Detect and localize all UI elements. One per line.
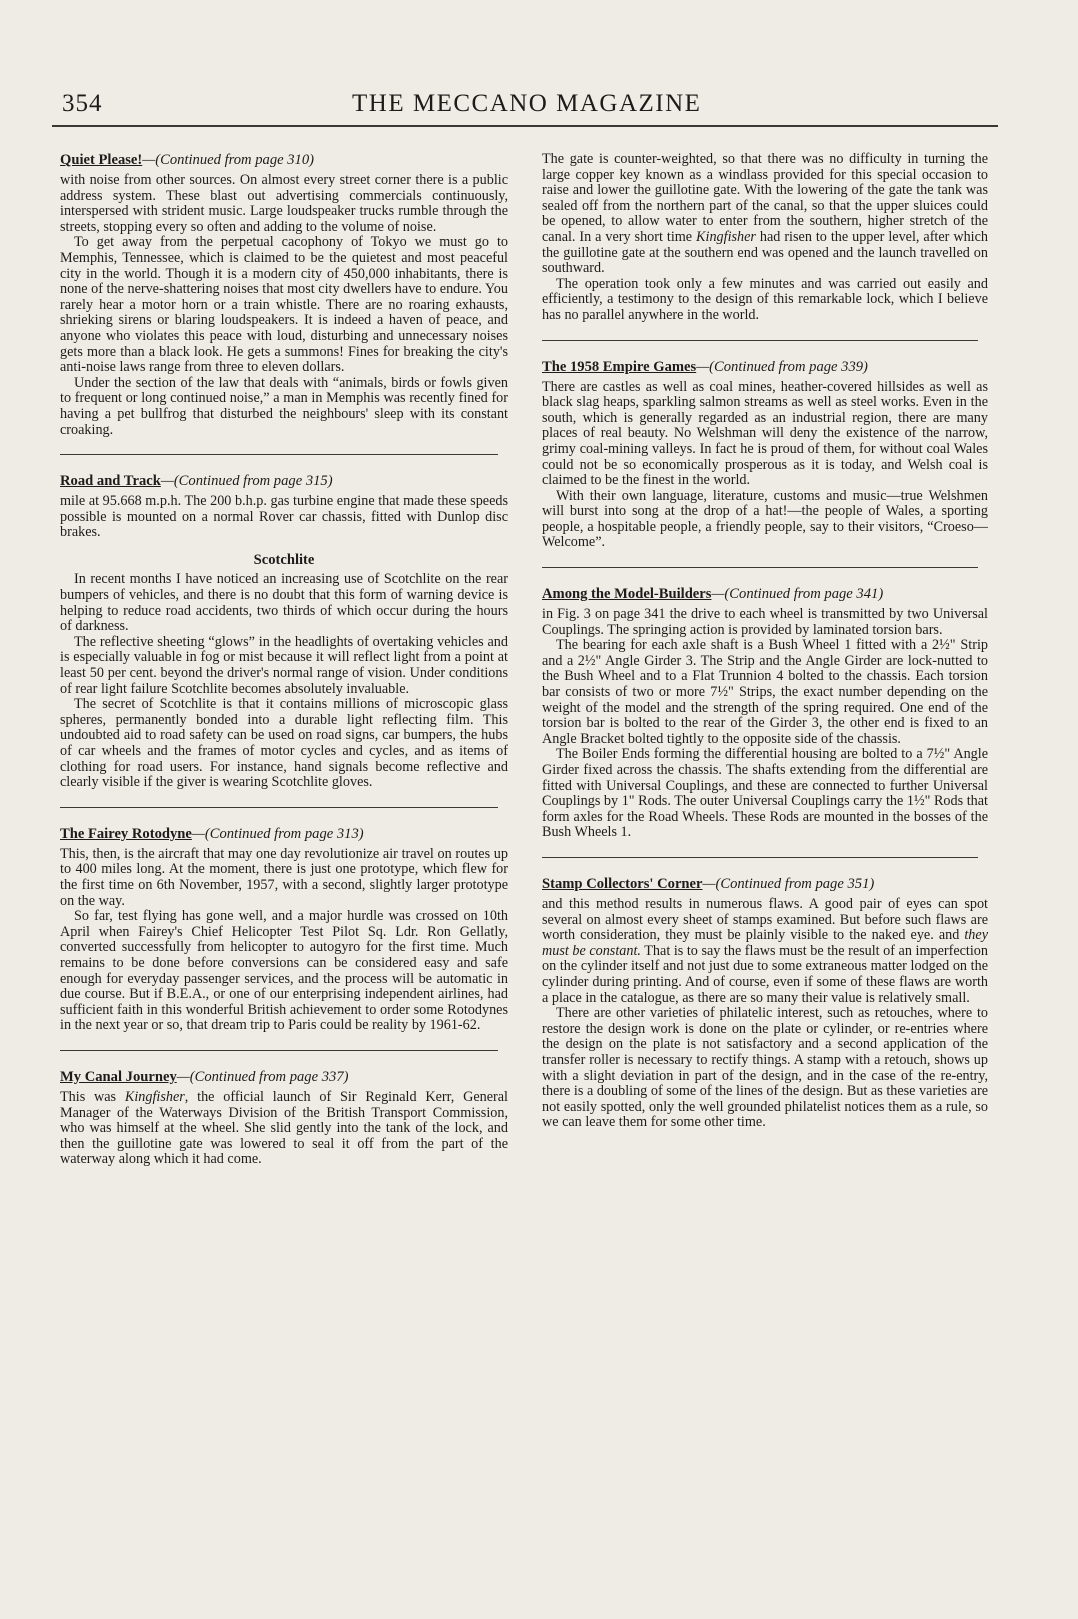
article-heading (60, 1069, 508, 1086)
text-run: This was (60, 1088, 125, 1105)
article-heading (60, 826, 508, 843)
paragraph: The Boiler Ends forming the differential housing are bolted to a 7½" Angle Girder fixed across the chassis. The shafts extending from the differential are fitted with Universal Couplings, and these are connected to further Universal Couplings by 1" Rods. The outer Universal Couplings carry the 1½" Rods that form axles for the Road Wheels. These Rods are mounted in the bosses of the Bush Wheels 1. (542, 746, 988, 841)
article-canal-journey (60, 1069, 508, 1168)
article-title: My Canal Journey (60, 1068, 177, 1085)
page-number: 354 (62, 90, 103, 117)
section-divider (60, 1050, 498, 1051)
paragraph: So far, test flying has gone well, and a major hurdle was crossed on 10th April when Fairey's Chief Helicopter Test Pilot Sq. Ldr. Ron Gellatly, converted successfully from helicopter to autogyro for the first time. Much remains to be done before conversions can be considered easy and safe enough for everyday passenger services, and the process will be automatic in due course. But if B.E.A., or one of our enterprising independent airlines, had sufficient faith in this wonderful British achievement to order some Rotodynes in the next year or so, that dream trip to Paris could be reality by 1961-62. (60, 908, 508, 1034)
paragraph: With their own language, literature, customs and music—true Welshmen will burst into song at the drop of a hat!—the people of Wales, a sporting people, a hospitable people, a friendly people, say to their visitors, “Croeso—Welcome”. (542, 487, 988, 551)
section-divider (542, 857, 978, 858)
article-title: Stamp Collectors' Corner (542, 875, 703, 892)
left-column (60, 152, 508, 1168)
continued-note: —(Continued from page 337) (176, 1068, 349, 1085)
article-title: The Fairey Rotodyne (60, 825, 192, 842)
ship-name: Kingfisher (124, 1088, 185, 1105)
text-run: That is to say the flaws must be the result of an imperfection on the cylinder itself and not just due to some extraneous matter lodged on the cylinder during printing. And of course, even if some of these flaws are worth a place in the catalogue, as there are so many their value is relatively small. (542, 942, 988, 1006)
article-title: Among the Model-Builders (542, 586, 712, 603)
text-run: had risen to the upper level, after which the guillotine gate at the southern end was opened and the launch travelled on southward. (542, 228, 989, 277)
paragraph (60, 1090, 508, 1168)
paragraph (542, 152, 988, 277)
text-run: , the official launch of Sir Reginald Kerr, General Manager of the Waterways Division of the British Transport Commission, who was himself at the wheel. She slid gently into the tank of the lock, and then the guillotine gate was lowered to seal it off from the part of the waterway along which it had come. (60, 1088, 508, 1168)
emphasis-text: they must be constant. (542, 927, 988, 959)
header-rule (52, 125, 998, 127)
paragraph: In recent months I have noticed an increasing use of Scotchlite on the rear bumpers of vehicles, and there is no doubt that this form of warning device is helping to reduce road accidents, two thirds of which occur during the hours of darkness. (60, 571, 508, 635)
continued-note: —(Continued from page 351) (702, 875, 875, 892)
paragraph: The operation took only a few minutes and was carried out easily and efficiently, a testimony to the design of this remarkable lock, which I believe has no parallel anywhere in the world. (542, 275, 988, 323)
article-heading (60, 473, 508, 490)
paragraph: To get away from the perpetual cacophony of Tokyo we must go to Memphis, Tennessee, which is claimed to be the quietest and most peaceful city in the world. Though it is a modern city of 450,000 inhabitants, there is none of the nerve-shattering noises that most city dwellers have to endure. You rarely hear a motor horn or a train whistle. There are no roaring exhausts, shrieking sirens or blaring loudspeakers. It is indeed a haven of peace, and anyone who violates this peace with loud, disturbing and unnecessary noises gets more than a black look. He gets a summons! Fines for breaking the city's anti-noise laws range from three to eleven dollars. (60, 234, 508, 376)
continued-note: —(Continued from page 310) (142, 152, 315, 168)
text-run: and this method results in numerous flaws. A good pair of eyes can spot several on almost every sheet of stamps examined. But before such flaws are worth consideration, they must be plainly visible to the naked eye. and (542, 895, 988, 944)
right-column (542, 152, 988, 1131)
article-title: Road and Track (60, 473, 161, 490)
paragraph: The reflective sheeting “glows” in the headlights of overtaking vehicles and is especially valuable in fog or mist because it will reflect light from a point at least 50 per cent. beyond the driver's normal range of vision. Under conditions of rear light failure Scotchlite becomes absolutely invaluable. (60, 633, 508, 697)
paragraph: There are castles as well as coal mines, heather-covered hillsides as well as black slag heaps, sparkling salmon streams as well as steel works. Even in the south, which is generally regarded as an industrial region, there are many places of real beauty. No Welshman will deny the existence of the narrow, grimy coal-mining valleys. In fact he is proud of them, for without coal Wales could not be so economically prosperous as it is today, and Welsh coal is claimed to be the finest in the world. (542, 378, 988, 489)
article-fairey-rotodyne (60, 826, 508, 1034)
section-divider (60, 454, 498, 455)
paragraph: in Fig. 3 on page 341 the drive to each wheel is transmitted by two Universal Couplings. The springing action is provided by laminated torsion bars. (542, 606, 988, 638)
continued-note: —(Continued from page 341) (711, 586, 884, 603)
article-title: The 1958 Empire Games (542, 358, 697, 375)
paragraph (542, 897, 988, 1006)
article-model-builders (542, 586, 988, 841)
subheading-scotchlite: Scotchlite (253, 551, 315, 568)
article-heading (542, 876, 988, 893)
paragraph: mile at 95.668 m.p.h. The 200 b.h.p. gas turbine engine that made these speeds possible is mounted on a normal Rover car chassis, fitted with Dunlop disc brakes. (60, 493, 508, 541)
magazine-title: THE MECCANO MAGAZINE (352, 90, 702, 117)
article-heading (542, 359, 988, 376)
article-quiet-please (60, 152, 508, 438)
article-empire-games (542, 359, 988, 552)
paragraph: There are other varieties of philatelic interest, such as retouches, where to restore the design work is done on the plate or cylinder, or re-entries where the design on the plate is not satisfactory and a second application of the transfer roller is necessary to rectify things. A stamp with a retouch, shows up with a slight deviation in part of the design, and in the case of the re-entry, there is a doubling of some of the lines of the design. But as these varieties are not easily spotted, only the well grounded philatelist notices them as a rule, so we can leave them for some other time. (542, 1005, 988, 1131)
text-run: The gate is counter-weighted, so that there was no difficulty in turning the large copper key known as a windlass provided for this special occasion to raise and lower the guillotine gate. With the lowering of the gate the tank was sealed off from the northern part of the canal, so that the upper sluices could be opened, to allow water to enter from the southern, higher stretch of the canal. In a very short time (542, 151, 988, 245)
section-divider (60, 807, 498, 808)
ship-name: Kingfisher (696, 228, 756, 245)
page-header (62, 90, 1002, 130)
continued-note: —(Continued from page 315) (160, 473, 333, 490)
section-divider (542, 340, 978, 341)
article-canal-journey-continued (542, 152, 988, 324)
paragraph: with noise from other sources. On almost every street corner there is a public address system. These blast out advertising commercials continuously, interspersed with strident music. Large loudspeaker trucks rumble through the streets, stopping every so often and adding to the volume of noise. (60, 172, 508, 235)
article-stamp-collectors (542, 876, 988, 1131)
continued-note: —(Continued from page 313) (191, 825, 364, 842)
paragraph: Under the section of the law that deals with “animals, birds or fowls given to frequent or long continued noise,” a man in Memphis was recently fined for having a pet bullfrog that disturbed the neighbours' sleep with its constant croaking. (60, 374, 508, 438)
article-heading (542, 586, 988, 603)
paragraph: The secret of Scotchlite is that it contains millions of microscopic glass spheres, permanently bonded into a durable light reflecting film. This undoubted aid to road safety can be used on road signs, car bumpers, the hubs of car wheels and the frames of motor cycles and cycles, and as items of clothing for road users. For instance, hand signals become reflective and clearly visible if the giver is wearing Scotchlite gloves. (60, 696, 508, 791)
paragraph: The bearing for each axle shaft is a Bush Wheel 1 fitted with a 2½" Strip and a 2½" Angle Girder 3. The Strip and the Angle Girder are lock-nutted to the Bush Wheel and to a Flat Trunnion 4 bolted to the chassis. Each torsion bar consists of two or more 7½" Strips, the exact number depending on the weight of the model and the strength of the spring required. One end of the torsion bar is bolted to the rear of the Girder 3, the other end is fixed to an Angle Bracket bolted tightly to the opposite side of the chassis. (542, 637, 988, 747)
article-road-and-track (60, 473, 508, 791)
article-heading (60, 152, 508, 169)
paragraph: This, then, is the aircraft that may one day revolutionize air travel on routes up to 400 miles long. At the moment, there is just one prototype, which flew for the first time on 6th November, 1957, with a second, slightly larger prototype on the way. (60, 845, 508, 909)
article-title: Quiet Please! (60, 152, 143, 168)
section-divider (542, 567, 978, 568)
continued-note: —(Continued from page 339) (696, 358, 868, 375)
